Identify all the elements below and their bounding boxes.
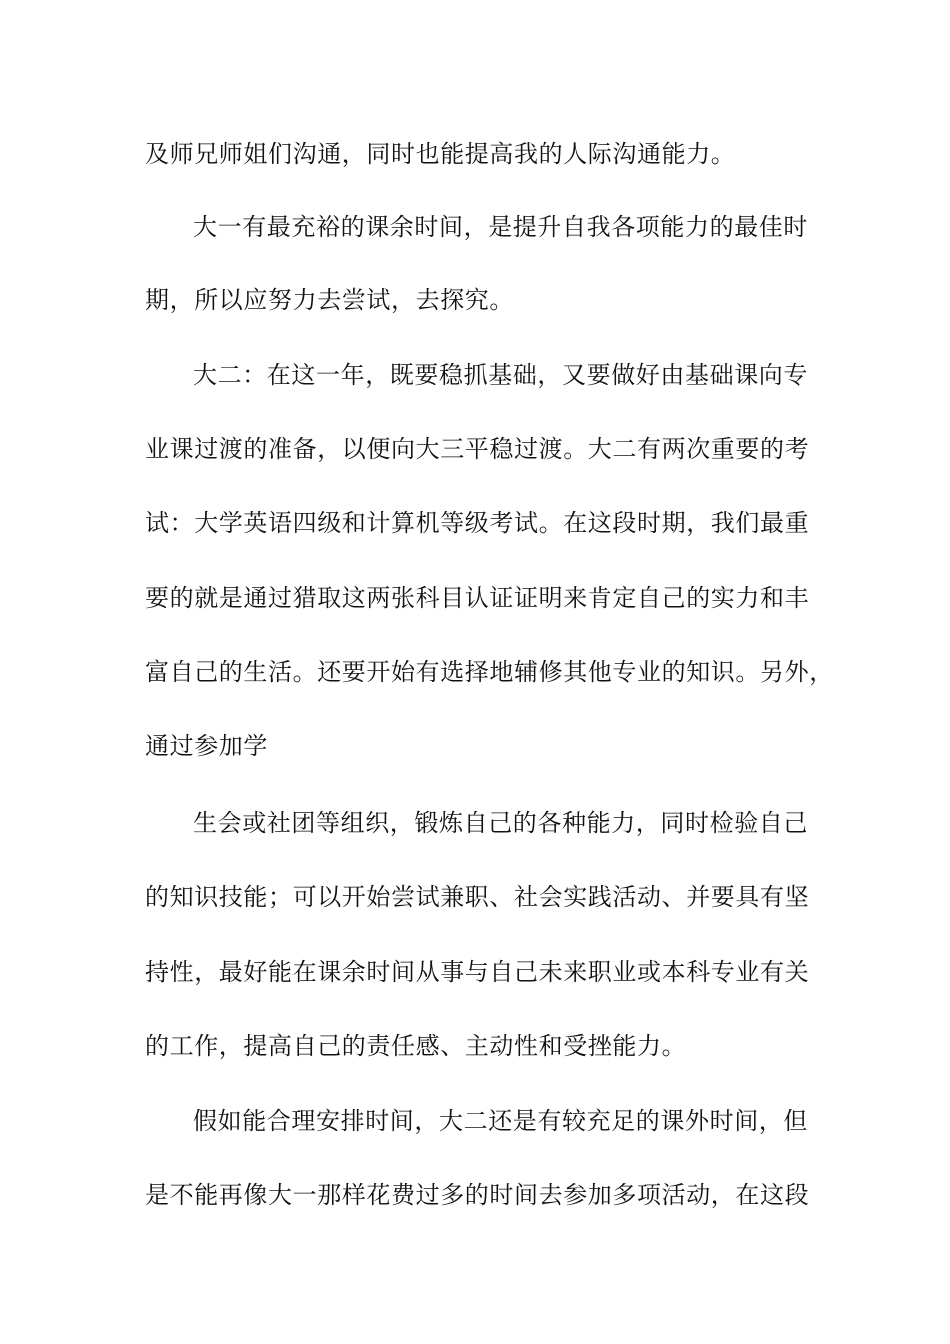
text-line: 期，所以应努力去尝试，去探究。 [145,286,514,314]
paragraph-start-line: 大二：在这一年，既要稳抓基础，又要做好由基础课向专 [193,361,808,389]
paragraph-start-line: 大一有最充裕的课余时间，是提升自我各项能力的最佳时 [193,213,808,241]
text-line: 富自己的生活。还要开始有选择地辅修其他专业的知识。另外， [145,658,834,686]
paragraph-start-line: 生会或社团等组织，锻炼自己的各种能力，同时检验自己 [193,809,808,837]
text-line: 持性，最好能在课余时间从事与自己未来职业或本科专业有关 [145,958,810,986]
text-line: 要的就是通过猎取这两张科目认证证明来肯定自己的实力和丰 [145,584,810,612]
text-line: 是不能再像大一那样花费过多的时间去参加多项活动，在这段 [145,1181,810,1209]
text-line: 的知识技能；可以开始尝试兼职、社会实践活动、并要具有坚 [145,883,810,911]
text-line: 试：大学英语四级和计算机等级考试。在这段时期，我们最重 [145,509,810,537]
paragraph-start-line: 假如能合理安排时间，大二还是有较充足的课外时间，但 [193,1107,808,1135]
text-line: 的工作，提高自己的责任感、主动性和受挫能力。 [145,1032,687,1060]
text-line: 业课过渡的准备，以便向大三平稳过渡。大二有两次重要的考 [145,435,810,463]
text-line: 通过参加学 [145,732,268,760]
text-line: 及师兄师姐们沟通，同时也能提高我的人际沟通能力。 [145,140,736,168]
